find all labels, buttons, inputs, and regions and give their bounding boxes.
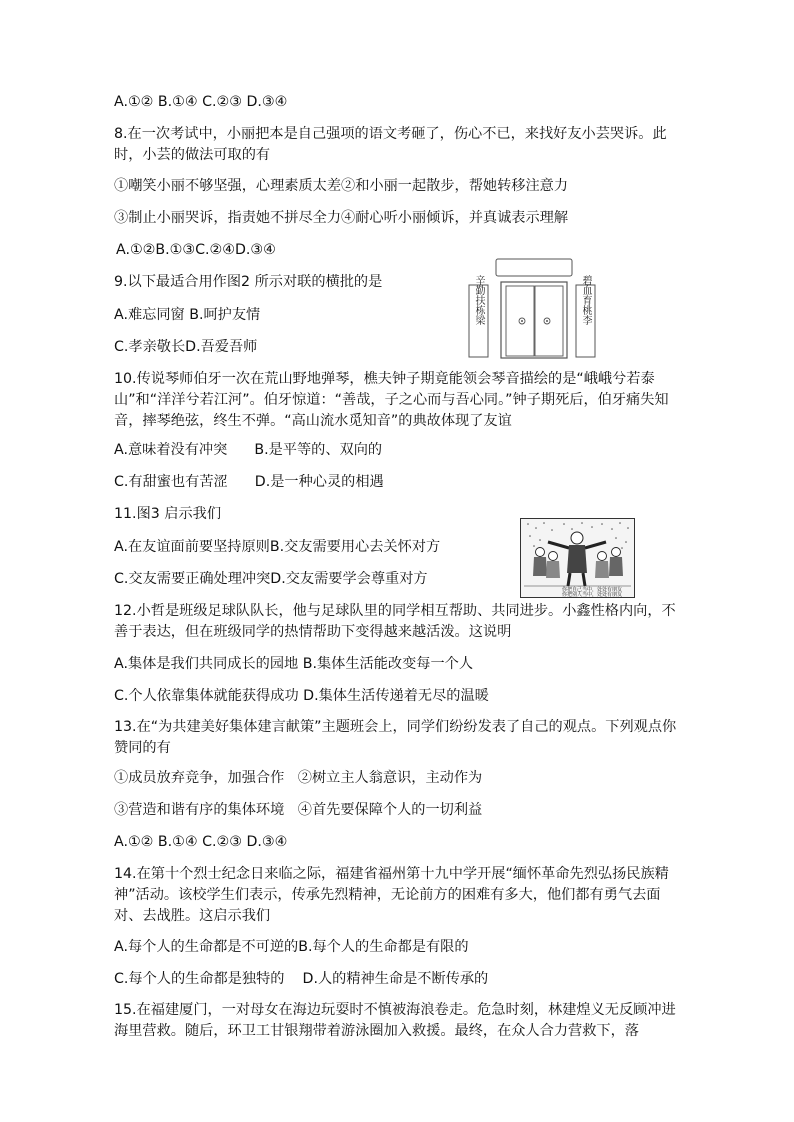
q8-items-1: ①嘲笑小丽不够坚强，心理素质太差②和小丽一起散步，帮她转移注意力 bbox=[114, 178, 569, 194]
q12-options-ab: A.集体是我们共同成长的园地 B.集体生活能改变每一个人 bbox=[114, 656, 474, 672]
q12-options-cd: C.个人依靠集体就能获得成功 D.集体生活传递着无尽的温暖 bbox=[114, 688, 489, 704]
q15-stem: 15.在福建厦门，一对母女在海边玩耍时不慎被海浪卷走。危急时刻，林建煌义无反顾冲进海里营救。随后，环卫工甘银翔带着游泳圈加入救援。最终，在众人合力营救下，落 bbox=[114, 1002, 676, 1039]
figure-3-cartoon bbox=[520, 518, 635, 598]
figure-3-caption-2: 你把别人当中，处处有朋友 bbox=[561, 592, 623, 598]
q14-options-cd: C.每个人的生命都是独特的 D.人的精神生命是不断传承的 bbox=[114, 971, 489, 987]
left-couplet-text: 辛勤扶栋梁 bbox=[473, 275, 484, 325]
q11-options-ab: A.在友谊面前要坚持原则B.交友需要用心去关怀对方 bbox=[114, 539, 441, 555]
q11-stem: 11.图3 启示我们 bbox=[114, 506, 222, 522]
q9-options-ab: A.难忘同窗 B.呵护友情 bbox=[114, 307, 261, 323]
q10-options-ab: A.意味着没有冲突 B.是平等的、双向的 bbox=[114, 442, 383, 458]
q10-options-cd: C.有甜蜜也有苦涩 D.是一种心灵的相遇 bbox=[114, 474, 384, 490]
q8-stem: 8.在一次考试中，小丽把本是自己强项的语文考砸了，伤心不已，来找好友小芸哭诉。此时，小芸的做法可取的有 bbox=[114, 126, 667, 163]
figure-2-couplet-door bbox=[466, 258, 612, 360]
q12-stem: 12.小哲是班级足球队队长，他与足球队里的同学相互帮助、共同进步。小鑫性格内向，不善于表达，但在班级同学的热情帮助下变得越来越活泼。这说明 bbox=[114, 603, 676, 640]
q13-options: A.①② B.①④ C.②③ D.③④ bbox=[114, 834, 288, 850]
q11-options-cd: C.交友需要正确处理冲突D.交友需要学会尊重对方 bbox=[114, 571, 428, 587]
q13-items-2: ③营造和谐有序的集体环境 ④首先要保障个人的一切利益 bbox=[114, 802, 483, 818]
q13-items-1: ①成员放弃竞争，加强合作 ②树立主人翁意识，主动作为 bbox=[114, 770, 483, 786]
q13-stem: 13.在“为共建美好集体建言献策”主题班会上，同学们纷纷发表了自己的观点。下列观点你赞同的有 bbox=[114, 719, 677, 756]
figure-3-caption-1: 你把自己当中，处处有朋友 bbox=[561, 587, 623, 593]
right-couplet-text: 碧血育桃李 bbox=[580, 275, 591, 325]
q14-options-ab: A.每个人的生命都是不可逆的B.每个人的生命都是有限的 bbox=[114, 939, 469, 955]
q9-options-cd: C.孝亲敬长D.吾爱吾师 bbox=[114, 339, 258, 355]
q14-stem: 14.在第十个烈士纪念日来临之际，福建省福州第十九中学开展“缅怀革命先烈弘扬民族精神”活动。该校学生们表示，传承先烈精神，无论前方的困难有多大，他们都有勇气去面对、去战胜。这启示我们 bbox=[114, 866, 669, 924]
q9-stem: 9.以下最适合用作图2 所示对联的横批的是 bbox=[114, 274, 383, 290]
q8-options: A.①②B.①③C.②④D.③④ bbox=[116, 242, 276, 258]
q7-options: A.①② B.①④ C.②③ D.③④ bbox=[114, 94, 288, 110]
q10-stem: 10.传说琴师伯牙一次在荒山野地弹琴，樵夫钟子期竟能领会琴音描绘的是“峨峨兮若泰山”和“洋洋兮若江河”。伯牙惊道：“善哉，子之心而与吾心同。”钟子期死后，伯牙痛失知音，摔琴绝弦，终生不弹。“高山流水觅知音”的典故体现了友谊 bbox=[114, 371, 669, 429]
q8-items-2: ③制止小丽哭诉，指责她不拼尽全力④耐心听小丽倾诉，并真诚表示理解 bbox=[114, 210, 569, 226]
